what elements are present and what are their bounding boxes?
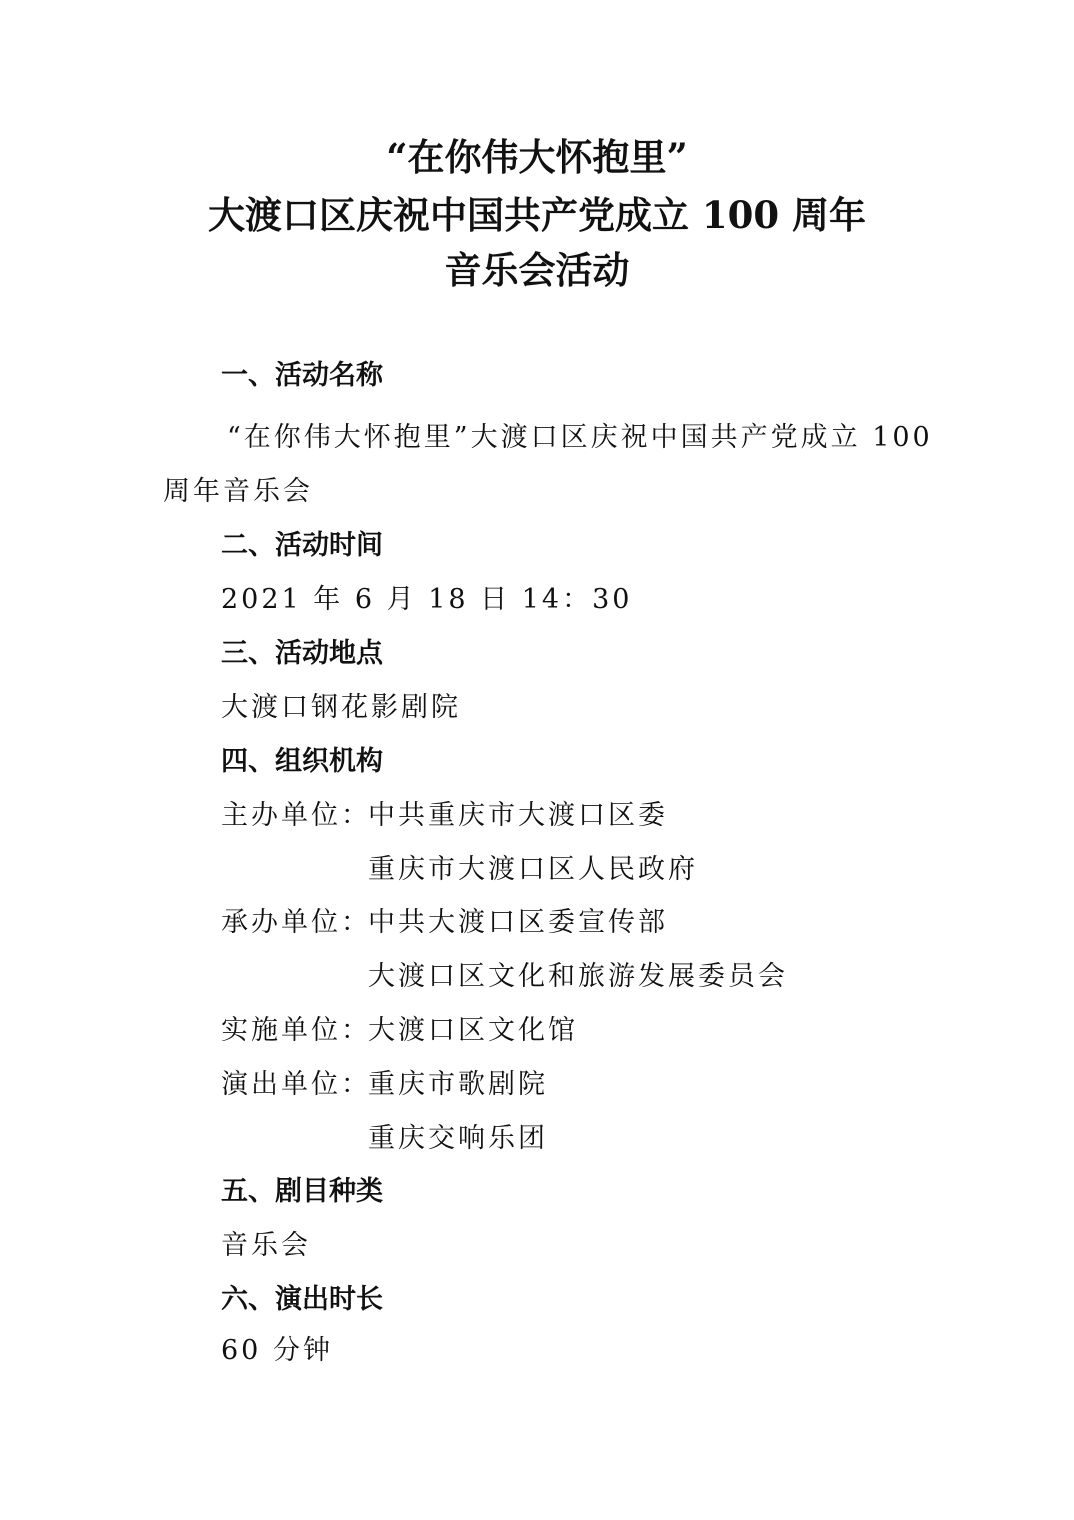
organizer-unit-2: 大渡口区文化和旅游发展委员会 (368, 961, 788, 992)
performer-unit-2: 重庆交响乐团 (368, 1123, 548, 1154)
section-heading-time: 二、活动时间 (221, 530, 383, 561)
section-heading-venue: 三、活动地点 (221, 638, 383, 669)
event-name-line-1: “在你伟大怀抱里”大渡口区庆祝中国共产党成立 100 (227, 422, 933, 453)
section-heading-organization: 四、组织机构 (221, 746, 383, 777)
implementer-unit-1: 大渡口区文化馆 (368, 1015, 578, 1046)
title-line-1: “在你伟大怀抱里” (386, 135, 688, 179)
event-venue: 大渡口钢花影剧院 (221, 692, 461, 723)
implementer-label: 实施单位： (221, 1015, 371, 1046)
section-heading-name: 一、活动名称 (221, 360, 383, 391)
section-heading-duration: 六、演出时长 (221, 1284, 383, 1315)
event-time: 2021 年 6 月 18 日 14：30 (221, 584, 633, 615)
event-genre: 音乐会 (221, 1230, 311, 1261)
performer-unit-1: 重庆市歌剧院 (368, 1069, 548, 1100)
host-unit-1: 中共重庆市大渡口区委 (368, 800, 668, 831)
event-name-line-2: 周年音乐会 (163, 476, 313, 507)
event-duration: 60 分钟 (221, 1335, 333, 1366)
performer-label: 演出单位： (221, 1069, 371, 1100)
organizer-label: 承办单位： (221, 907, 371, 938)
host-unit-2: 重庆市大渡口区人民政府 (368, 854, 698, 885)
host-label: 主办单位： (221, 800, 371, 831)
section-heading-genre: 五、剧目种类 (221, 1176, 383, 1207)
title-line-2: 大渡口区庆祝中国共产党成立 100 周年 (208, 193, 866, 237)
organizer-unit-1: 中共大渡口区委宣传部 (368, 907, 668, 938)
title-line-3: 音乐会活动 (444, 248, 630, 292)
